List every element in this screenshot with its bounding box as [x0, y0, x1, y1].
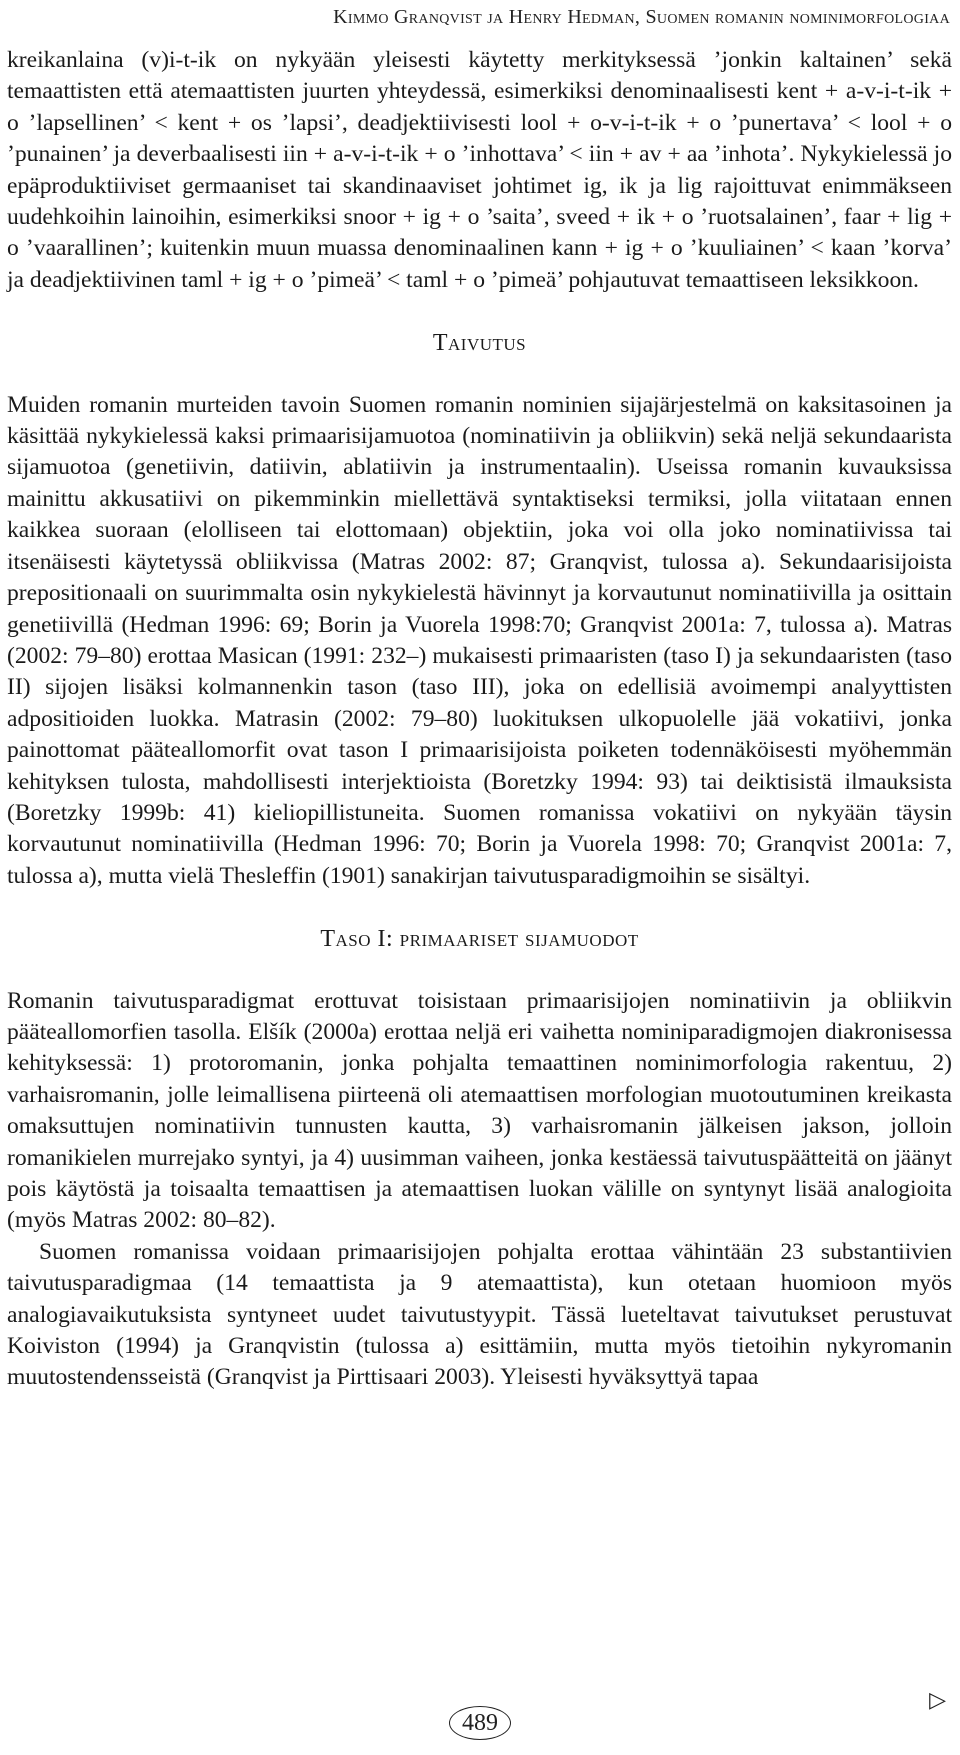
paragraph-inflection-paradigms: Romanin taivutusparadigmat erottuvat toisistaan primaarisijojen nominatiivin ja obliikvin pääteallomorfien tasolla. Elšík (2000a) erottaa neljä eri vaihetta nominiparadigmojen diakronisessa kehityksessä: 1) protoromanin, jonka pohjalta temaattinen nominimorfologia rakentuu, 2) varhaisromanin, jolle leimallisena piirteenä oli atemaattisen morfologian muotoutuminen kreikasta omaksuttujen nominatiivin tunnusten kautta, 3) varhaisromanin jälkeisen jakson, jolloin romanikielen murrejako syntyi, ja 4) uusimman vaiheen, jonka kestäessä taivutuspäätteitä on jäänyt pois käytöstä ja toisaalta temaattisen ja atemaattisen luokan välille on syntynyt lisää analogioita (myös Matras 2002: 80–82).: [7, 987, 952, 1234]
paragraph-derivation: kreikanlaina (v)i-t-ik on nykyään yleisesti käytetty merkityksessä ’jonkin kaltainen’ sekä temaattisten että atemaattisten juurten yhteydessä, esimerkiksi denominaalisesti kent + a-v-i-t-ik + o ’lapsellinen’ < kent + os ’lapsi’, deadjektiivisesti lool + o-v-i-t-ik + o ’punertava’ < lool + o ’punainen’ ja deverbaalisesti iin + a-v-i-t-ik + o ’inhottava’ < iin + av + aa ’inhota’. Nykykielessä jo epäproduktiiviset germaaniset tai skandinaaviset johtimet ig, ik ja lig rajoittuvat enimmäkseen uudehkoihin lainoihin, esimerkiksi snoor + ig + o ’saita’, sveed + ik + o ’ruotsalainen’, faar + lig + o ’vaarallinen’; kuitenkin muun muassa denominaalinen kann + ig + o ’kuuliainen’ < kaan ’korva’ ja deadjektiivinen taml + ig + o ’pimeä’ < taml + o ’pimeä’ pohjautuvat temaattiseen leksikkoon.: [7, 47, 952, 293]
running-header: Kimmo Granqvist ja Henry Hedman, Suomen romanin nominimorfologiaa: [333, 6, 950, 28]
body-text: [7, 45, 952, 1394]
paragraph-finnish-romani-paradigms: Suomen romanissa voidaan primaarisijojen pohjalta erottaa vähintään 23 substantiivien taivutusparadigmaa (14 temaattista ja 9 atemaattista), kun otetaan huomioon myös analogiavaikutuksista syntyneet uudet taivutustyypit. Tässä lueteltavat taivutukset perustuvat Koiviston (1994) ja Granqvistin (tulossa a) esittämiin, mutta myös tietoihin nykyromanin muutostendensseistä (Granqvist ja Pirttisaari 2003). Yleisesti hyväksyttyä tapaa: [7, 1238, 952, 1391]
subsection-heading-taso-1: Taso I: primaariset sijamuodot: [320, 926, 639, 953]
section-heading-taivutus: Taivutus: [432, 330, 527, 357]
paragraph-case-system: Muiden romanin murteiden tavoin Suomen romanin nominien sijajärjestelmä on kaksitasoinen ja käsittää nykykielessä kaksi primaarisijamuotoa (nominatiivin ja obliikvin) sekä neljä sekundaarista sijamuotoa (genetiivin, datiivin, ablatiivin ja instrumentaalin). Useissa romanin kuvauksissa mainittu akkusatiivi on pikemminkin miellettävä syntaktiseksi termiksi, jolla viitataan ennen kaikkea suoraan (elolliseen tai elottomaan) objektiin, joka voi olla joko nominatiivissa tai itsenäisesti käytetyssä obliikvissa (Matras 2002: 87; Granqvist, tulossa a). Sekundaarisijoista prepositionaali on suurimmalta osin nykykielestä hävinnyt ja korvautunut nominatiivilla ja osittain genetiivillä (Hedman 1996: 69; Borin ja Vuorela 1998:70; Granqvist 2001a: 7, tulossa a). Matras (2002: 79–80) erottaa Masican (1991: 232–) mukaisesti primaaristen (taso I) ja sekundaaristen (taso II) sijojen lisäksi kolmannenkin tason (taso III), joka on edellisiä avoimempi analyyttisten adpositioiden luokka. Matrasin (2002: 79–80) luokituksen ulkopuolelle jää vokatiivi, jonka painottomat pääteallomorfit ovat tason I primaarisijoista poiketen todennäköisesti myöhemmän kehityksen tulosta, mahdollisesti interjektioista (Boretzky 1994: 93) tai deiktisistä ilmauksista (Boretzky 1999b: 41) kieliopillistuneita. Suomen romanissa vokatiivi on nykyään täysin korvautunut nominatiivilla (Hedman 1996: 70; Borin ja Vuorela 1998: 70; Granqvist 2001a: 7, tulossa a), mutta vielä Thesleffin (1901) sanakirjan taivutusparadigmoihin se sisältyi.: [7, 391, 952, 889]
next-page-arrow-icon: ▷: [929, 1687, 946, 1712]
page-number: 489: [449, 1706, 511, 1740]
